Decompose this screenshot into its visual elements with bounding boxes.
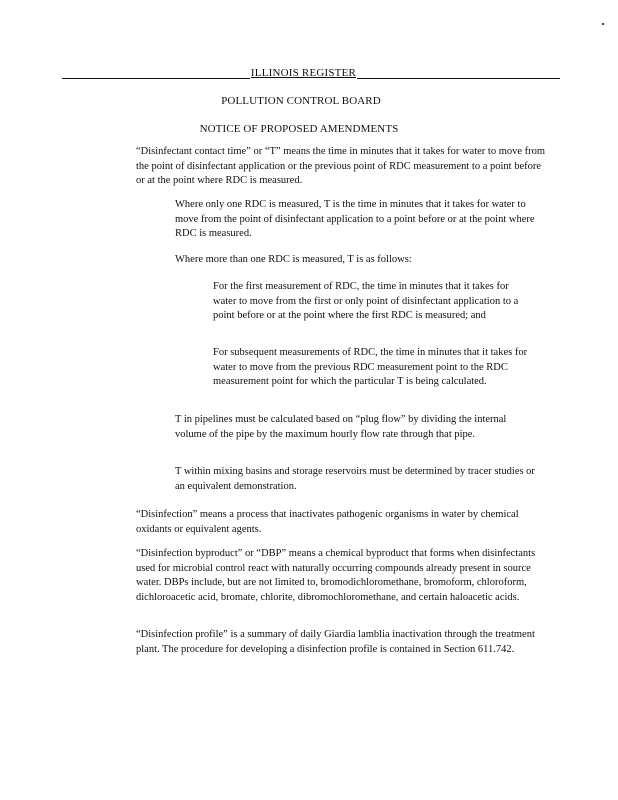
paragraph-one-rdc: Where only one RDC is measured, T is the time in minutes that it takes for water to move from the point of disinfectant application to a point before or at the point where RDC is measured. <box>175 199 535 240</box>
definition-disinfection-profile: “Disinfection profile” is a summary of daily Giardia lamblia inactivation through the treatment plant. The procedure for developing a disinfection profile is contained in Section 611.742. <box>136 629 535 655</box>
header-rule-right <box>357 78 560 79</box>
notice-heading: NOTICE OF PROPOSED AMENDMENTS <box>199 123 399 135</box>
paragraph-multiple-rdc: Where more than one RDC is measured, T is as follows: <box>175 254 412 265</box>
definition-disinfectant-contact-time: “Disinfectant contact time” or “T” means the time in minutes that it takes for water to move from the point of disinfectant application or the previous point of RDC measurement to a point before or at the point where RDC is measured. <box>136 146 546 187</box>
definition-disinfection: “Disinfection” means a process that inactivates pathogenic organisms in water by chemical oxidants or equivalent agents. <box>136 509 519 535</box>
board-heading: POLLUTION CONTROL BOARD <box>221 95 381 107</box>
paragraph-mixing-basins: T within mixing basins and storage reservoirs must be determined by tracer studies or an equivalent demonstration. <box>175 466 535 492</box>
paragraph-first-measurement: For the first measurement of RDC, the time in minutes that it takes for water to move from the first or only point of disinfectant application to a point before or at the point where the first RDC is measured; and <box>213 281 519 322</box>
definition-disinfection-byproduct: “Disinfection byproduct” or “DBP” means a chemical byproduct that forms when disinfectants used for microbial control react with naturally occurring compounds already present in source water. DBPs include, but are not limited to, bromodichloromethane, bromoform, chloroform, dichloroacetic acid, bromate, chlorite, dibromochloromethane, and certain haloacetic acids. <box>136 548 536 603</box>
scan-speck <box>602 23 604 25</box>
paragraph-subsequent-measurements: For subsequent measurements of RDC, the time in minutes that it takes for water to move from the previous RDC measurement point to the RDC measurement point for which the particular T is being calculated. <box>213 347 528 388</box>
paragraph-pipelines: T in pipelines must be calculated based on “plug flow” by dividing the internal volume of the pipe by the maximum hourly flow rate through that pipe. <box>175 414 507 440</box>
register-title: ILLINOIS REGISTER <box>250 67 357 79</box>
header-rule-left <box>62 78 250 79</box>
